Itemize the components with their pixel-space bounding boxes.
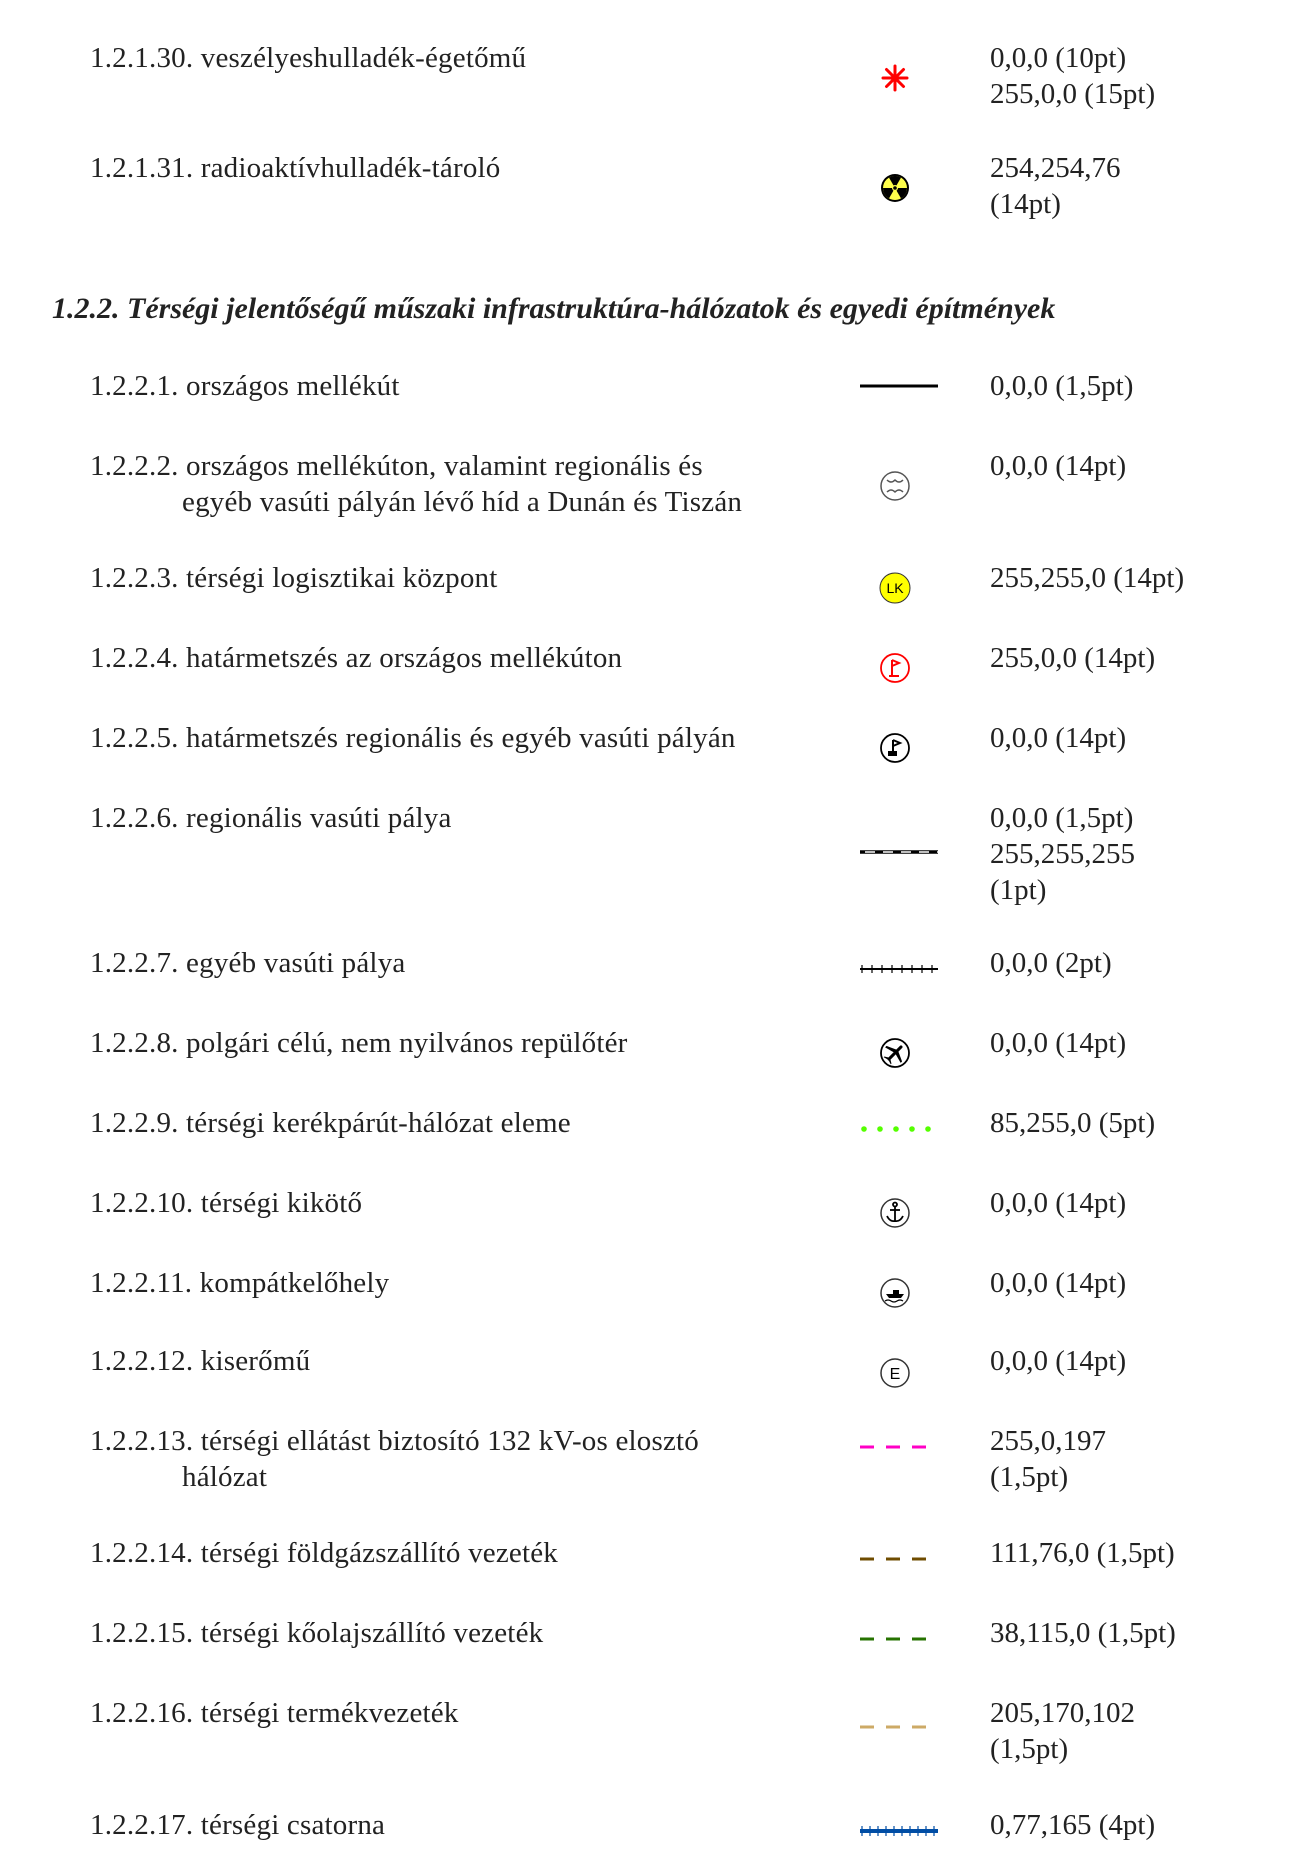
legend-value: 255,0,0 (14pt) — [990, 642, 1156, 674]
legend-value: 0,0,0 (14pt) — [990, 1187, 1127, 1219]
regional-railway-line-icon — [850, 822, 940, 882]
legend-label: 1.2.2.13. térségi ellátást biztosító 132 kV-os elosztó hálózat — [90, 1425, 699, 1493]
legend-label: 1.2.2.17. térségi csatorna — [90, 1809, 386, 1841]
legend-value: 0,0,0 (14pt) — [990, 1345, 1127, 1377]
legend-label: 1.2.2.7. egyéb vasúti pálya — [90, 947, 406, 979]
power-plant-icon — [850, 1341, 940, 1401]
legend-value: 0,0,0 (14pt) — [990, 1027, 1127, 1059]
legend-label: 1.2.1.30. veszélyeshulladék-égetőmű — [90, 42, 527, 74]
border-crossing-road-icon — [850, 636, 940, 696]
dashed-line-icon — [850, 1529, 940, 1589]
legend-label: 1.2.2.12. kiserőmű — [90, 1345, 311, 1377]
solid-line-icon — [850, 356, 940, 416]
dashed-line-icon — [850, 1609, 940, 1669]
dashed-line-icon — [850, 1417, 940, 1477]
legend-value: 0,0,0 (14pt) — [990, 722, 1127, 754]
border-crossing-rail-icon — [850, 716, 940, 776]
svg-text:E: E — [889, 1366, 901, 1383]
dashed-line-icon — [850, 1697, 940, 1757]
legend-value: 254,254,76 (14pt) — [990, 152, 1121, 220]
bridge-icon — [850, 454, 940, 514]
legend-label: 1.2.2.11. kompátkelőhely — [90, 1267, 390, 1299]
other-railway-line-icon — [850, 939, 940, 999]
legend-value: 0,0,0 (1,5pt) 255,255,255 (1pt) — [990, 802, 1135, 906]
canal-line-icon — [850, 1801, 940, 1861]
legend-value: 0,0,0 (10pt) 255,0,0 (15pt) — [990, 42, 1156, 110]
red-asterisk-icon — [850, 46, 940, 106]
legend-value: 85,255,0 (5pt) — [990, 1107, 1156, 1139]
legend-value: 38,115,0 (1,5pt) — [990, 1617, 1176, 1649]
airplane-icon — [850, 1021, 940, 1081]
legend-label: 1.2.2.2. országos mellékúton, valamint regionális és egyéb vasúti pályán lévő híd a Dunán és Tiszán — [90, 450, 743, 518]
legend-value: 255,0,197 (1,5pt) — [990, 1425, 1106, 1493]
section-heading: 1.2.2. Térségi jelentőségű műszaki infrastruktúra-hálózatok és egyedi építmények — [52, 292, 1056, 325]
legend-label: 1.2.2.8. polgári célú, nem nyilvános repülőtér — [90, 1027, 628, 1059]
legend-value: 0,77,165 (4pt) — [990, 1809, 1156, 1841]
legend-value: 0,0,0 (14pt) — [990, 450, 1127, 482]
legend-value: 205,170,102 (1,5pt) — [990, 1697, 1135, 1765]
legend-label: 1.2.2.16. térségi termékvezeték — [90, 1697, 459, 1729]
legend-label: 1.2.1.31. radioaktívhulladék-tároló — [90, 152, 501, 184]
legend-label: 1.2.2.5. határmetszés regionális és egyéb vasúti pályán — [90, 722, 736, 754]
svg-text:LK: LK — [886, 580, 904, 596]
ferry-icon — [850, 1261, 940, 1321]
legend-label: 1.2.2.1. országos mellékút — [90, 370, 400, 402]
legend-label: 1.2.2.3. térségi logisztikai központ — [90, 562, 498, 594]
legend-value: 0,0,0 (14pt) — [990, 1267, 1127, 1299]
radiation-icon — [850, 156, 940, 216]
legend-label: 1.2.2.9. térségi kerékpárút-hálózat eleme — [90, 1107, 571, 1139]
legend-label: 1.2.2.6. regionális vasúti pálya — [90, 802, 452, 834]
legend-label: 1.2.2.14. térségi földgázszállító vezeték — [90, 1537, 559, 1569]
legend-value: 0,0,0 (1,5pt) — [990, 370, 1134, 402]
legend-value: 0,0,0 (2pt) — [990, 947, 1112, 979]
legend-value: 255,255,0 (14pt) — [990, 562, 1185, 594]
anchor-icon — [850, 1181, 940, 1241]
legend-label: 1.2.2.15. térségi kőolajszállító vezeték — [90, 1617, 544, 1649]
legend-value: 111,76,0 (1,5pt) — [990, 1537, 1175, 1569]
logistics-center-icon — [850, 556, 940, 616]
legend-label: 1.2.2.4. határmetszés az országos mellékúton — [90, 642, 623, 674]
dotted-line-icon — [850, 1099, 940, 1159]
legend-label: 1.2.2.10. térségi kikötő — [90, 1187, 363, 1219]
